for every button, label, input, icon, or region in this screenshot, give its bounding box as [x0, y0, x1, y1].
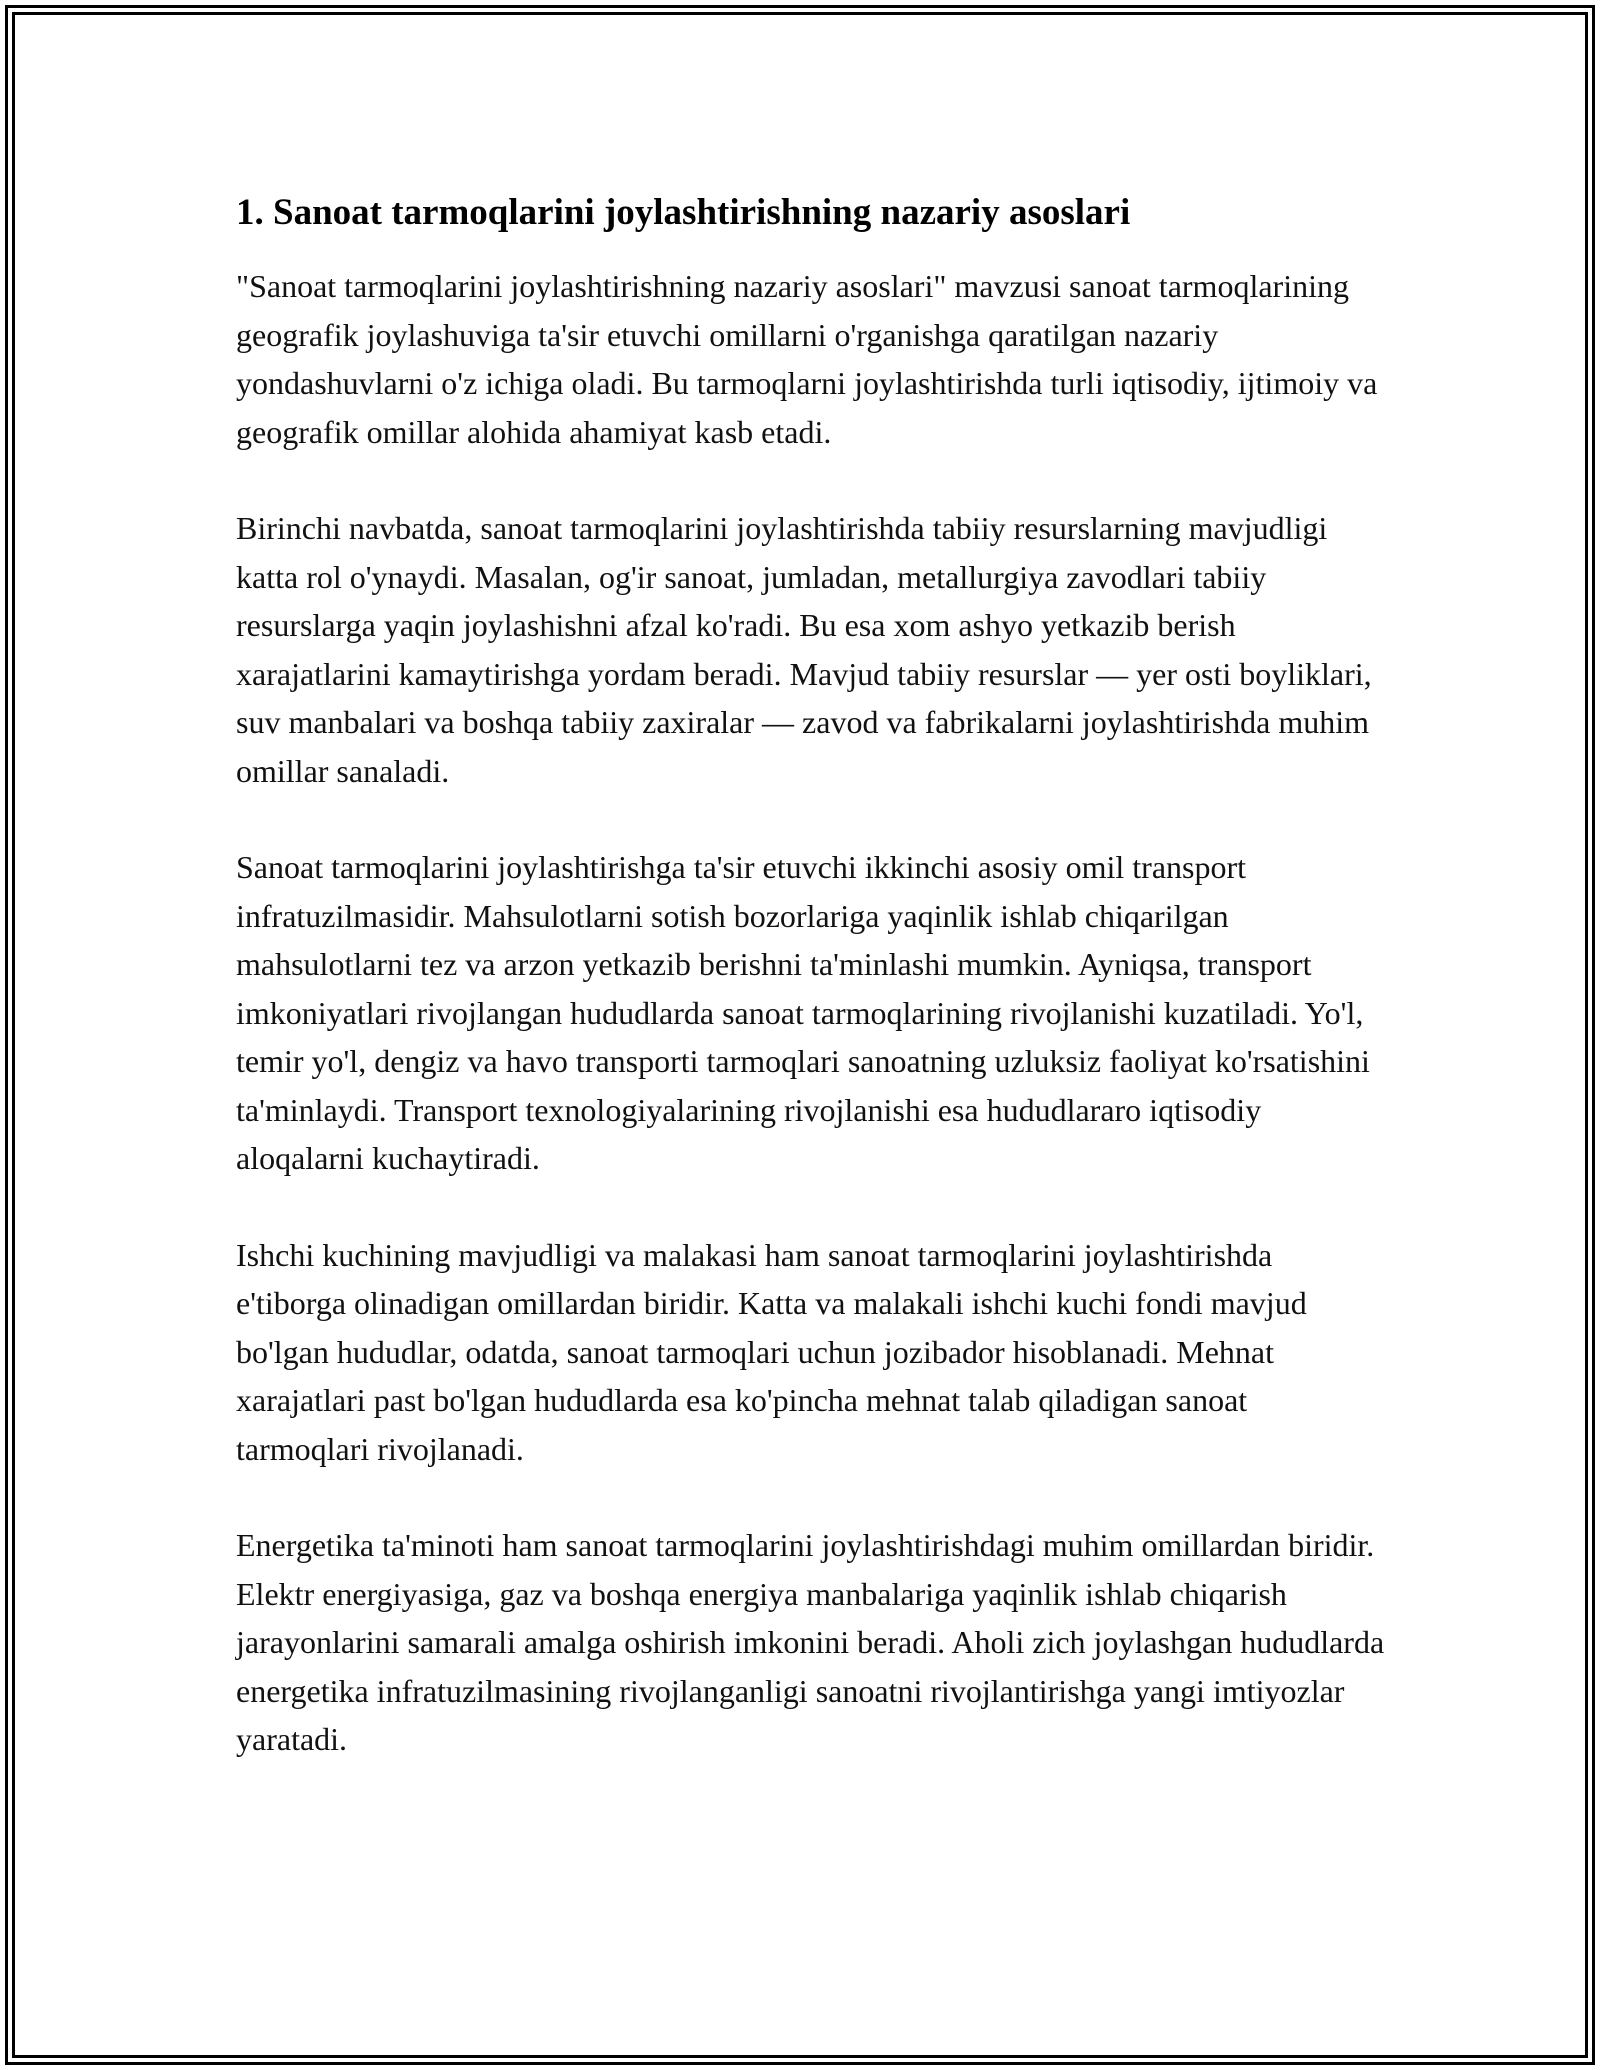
- document-body: [236, 185, 1386, 1764]
- paragraph-energy: Energetika ta'minoti ham sanoat tarmoqlarini joylashtirishdagi muhim omillardan biridir. Elektr energiyasiga, gaz va boshqa energiya manbalariga yaqinlik ishlab chiqarish jarayonlarini samarali amalga oshirish imkonini beradi. Aholi zich joylashgan hududlarda energetika infratuzilmasining rivojlanganligi sanoatni rivojlantirishga yangi imtiyozlar yaratadi.: [236, 1527, 1385, 1757]
- section-heading: 1. Sanoat tarmoqlarini joylashtirishning nazariy asoslari: [236, 192, 1131, 233]
- paragraph-natural-resources: Birinchi navbatda, sanoat tarmoqlarini joylashtirishda tabiiy resurslarning mavjudligi katta rol o'ynaydi. Masalan, og'ir sanoat, jumladan, metallurgiya zavodlari tabiiy resurslarga yaqin joylashishni afzal ko'radi. Bu esa xom ashyo yetkazib berish xarajatlarini kamaytirishga yordam beradi. Mavjud tabiiy resurslar — yer osti boyliklari, suv manbalari va boshqa tabiiy zaxiralar — zavod va fabrikalarni joylashtirishda muhim omillar sanaladi.: [236, 510, 1372, 789]
- paragraph-intro: "Sanoat tarmoqlarini joylashtirishning nazariy asoslari" mavzusi sanoat tarmoqlarining geografik joylashuviga ta'sir etuvchi omillarni o'rganishga qaratilgan nazariy yondashuvlarni o'z ichiga oladi. Bu tarmoqlarni joylashtirishda turli iqtisodiy, ijtimoiy va geografik omillar alohida ahamiyat kasb etadi.: [236, 268, 1378, 450]
- paragraph-transport: Sanoat tarmoqlarini joylashtirishga ta'sir etuvchi ikkinchi asosiy omil transport infratuzilmasidir. Mahsulotlarni sotish bozorlariga yaqinlik ishlab chiqarilgan mahsulotlarni tez va arzon yetkazib berishni ta'minlashi mumkin. Ayniqsa, transport imkoniyatlari rivojlangan hududlarda sanoat tarmoqlarining rivojlanishi kuzatiladi. Yo'l, temir yo'l, dengiz va havo transporti tarmoqlari sanoatning uzluksiz faoliyat ko'rsatishini ta'minlaydi. Transport texnologiyalarining rivojlanishi esa hududlararo iqtisodiy aloqalarni kuchaytiradi.: [236, 849, 1370, 1176]
- paragraph-labor: Ishchi kuchining mavjudligi va malakasi ham sanoat tarmoqlarini joylashtirishda e'tiborga olinadigan omillardan biridir. Katta va malakali ishchi kuchi fondi mavjud bo'lgan hududlar, odatda, sanoat tarmoqlari uchun jozibador hisoblanadi. Mehnat xarajatlari past bo'lgan hududlarda esa ko'pincha mehnat talab qiladigan sanoat tarmoqlari rivojlanadi.: [236, 1236, 1307, 1467]
